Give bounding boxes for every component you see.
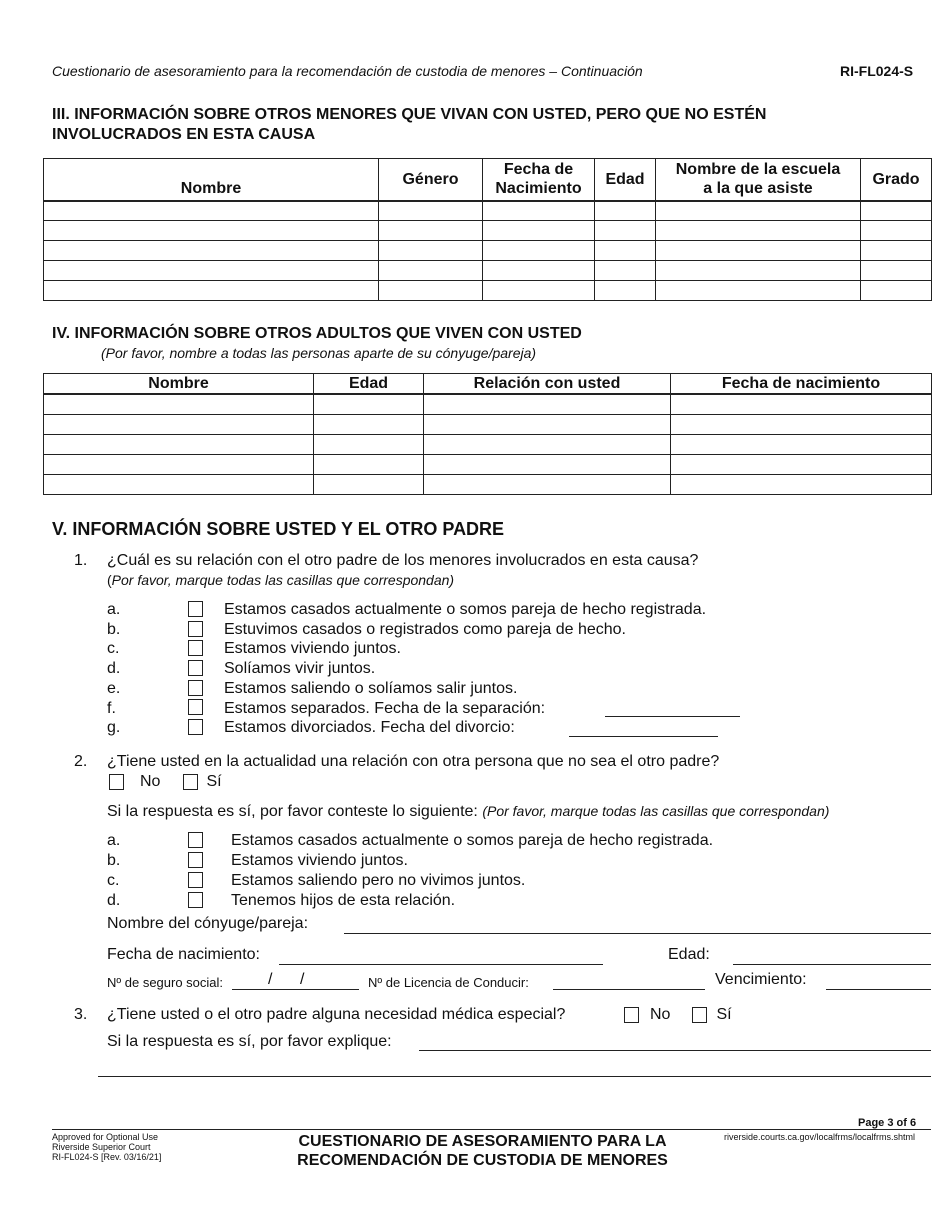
checkbox-married[interactable] (188, 601, 203, 617)
q2-letters: a. b. c. d. (107, 832, 121, 909)
expiration-field[interactable] (826, 989, 931, 990)
table-row (44, 281, 932, 301)
q3-explain-label: Si la respuesta es sí, por favor explique: (107, 1033, 392, 1050)
q1-letters: a. b. c. d. e. f. g. (107, 601, 121, 737)
footer-url[interactable]: riverside.courts.ca.gov/localfrms/localfrms.shtml (724, 1132, 916, 1142)
col-genero: Género (379, 159, 483, 201)
col-fecha: Fecha de Nacimiento (483, 159, 595, 201)
list-item: Estuvimos casados o registrados como pareja de hecho. (224, 620, 626, 638)
q3-yes-checkbox[interactable] (692, 1007, 707, 1023)
q1-checkboxes (188, 601, 203, 735)
list-item: Estamos separados. Fecha de la separación: (224, 699, 546, 717)
spouse-age-label: Edad: (668, 946, 710, 963)
q2-text: ¿Tiene usted en la actualidad una relación con otra persona que no sea el otro padre? (107, 753, 720, 770)
list-item: Solíamos vivir juntos. (224, 660, 376, 678)
col-nombre: Nombre (44, 159, 379, 201)
footer-title: CUESTIONARIO DE ASESORAMIENTO PARA LA RECOMENDACIÓN DE CUSTODIA DE MENORES (297, 1133, 668, 1169)
table-row (44, 201, 932, 221)
q1-text: ¿Cuál es su relación con el otro padre de los menores involucrados en esta causa? (107, 552, 699, 569)
q1-number: 1. (74, 552, 88, 569)
divorce-date-field[interactable] (569, 736, 718, 737)
q1-options (224, 600, 706, 738)
footer-divider (52, 1129, 931, 1130)
header-title: Cuestionario de asesoramiento para la recomendación de custodia de menores – Continuación (52, 63, 643, 79)
table-row (44, 221, 932, 241)
checkbox-used-to-live[interactable] (188, 660, 203, 676)
table-row (44, 434, 932, 454)
checkbox-divorced[interactable] (188, 719, 203, 735)
col-grado: Grado (861, 159, 932, 201)
ssn-sep-1: / (268, 971, 273, 988)
q3-explain-field-2[interactable] (98, 1076, 931, 1077)
checkbox-q2-married[interactable] (188, 832, 203, 848)
checkbox-dating[interactable] (188, 680, 203, 696)
spouse-dob-label: Fecha de nacimiento: (107, 946, 260, 963)
ssn-sep-2: / (300, 971, 305, 988)
spouse-dob-field[interactable] (279, 964, 603, 965)
license-field[interactable] (553, 989, 705, 990)
table-row (44, 394, 932, 414)
q2-checkboxes (188, 832, 203, 908)
q3-text: ¿Tiene usted o el otro padre alguna necesidad médica especial? (107, 1006, 566, 1023)
adults-table (43, 373, 932, 495)
col-adult-fecha: Fecha de nacimiento (671, 374, 932, 395)
q2-no-checkbox[interactable] (109, 774, 124, 790)
expiration-label: Vencimiento: (715, 971, 807, 988)
form-code: RI-FL024-S (840, 63, 914, 79)
list-item: Tenemos hijos de esta relación. (231, 892, 456, 909)
list-item: Estamos casados actualmente o somos pareja de hecho registrada. (224, 601, 707, 618)
footer-approved: Approved for Optional Use Riverside Superior Court RI-FL024-S [Rev. 03/16/21] (52, 1132, 162, 1162)
section-4-subtitle: (Por favor, nombre a todas las personas aparte de su cónyuge/pareja) (101, 345, 537, 361)
checkbox-q2-living[interactable] (188, 852, 203, 868)
q3-no-checkbox[interactable] (624, 1007, 639, 1023)
q2-followup: Si la respuesta es sí, por favor conteste lo siguiente: (Por favor, marque todas las casillas que correspondan) (107, 803, 830, 820)
table-row (44, 261, 932, 281)
col-adult-edad: Edad (314, 374, 424, 395)
q3-yes-no: No Sí (624, 1006, 732, 1024)
table-row (44, 414, 932, 434)
checkbox-q2-children[interactable] (188, 892, 203, 908)
col-escuela: Nombre de la escuela a la que asiste (656, 159, 861, 201)
checkbox-separated[interactable] (188, 699, 203, 715)
ssn-field[interactable] (232, 989, 359, 990)
list-item: Estamos viviendo juntos. (224, 640, 401, 658)
q2-options (231, 831, 713, 911)
section-5-title: V. INFORMACIÓN SOBRE USTED Y EL OTRO PADRE (52, 519, 505, 539)
checkbox-living-together[interactable] (188, 640, 203, 656)
page-number: Page 3 of 6 (858, 1117, 917, 1129)
separation-date-field[interactable] (605, 716, 740, 717)
ssn-label: Nº de seguro social: (107, 975, 224, 990)
q2-number: 2. (74, 753, 88, 770)
checkbox-were-married[interactable] (188, 621, 203, 637)
section-4-title: IV. INFORMACIÓN SOBRE OTROS ADULTOS QUE VIVEN CON USTED (52, 325, 582, 342)
list-item: Estamos viviendo juntos. (231, 852, 408, 869)
q1-note: (Por favor, marque todas las casillas que correspondan) (107, 572, 455, 588)
list-item: Estamos saliendo o solíamos salir juntos. (224, 679, 518, 697)
table-row (44, 474, 932, 494)
table-row (44, 241, 932, 261)
col-edad: Edad (595, 159, 656, 201)
list-item: Estamos saliendo pero no vivimos juntos. (231, 872, 526, 889)
license-label: Nº de Licencia de Conducir: (368, 975, 529, 990)
checkbox-q2-dating[interactable] (188, 872, 203, 888)
col-adult-nombre: Nombre (44, 374, 314, 395)
list-item: Estamos casados actualmente o somos pareja de hecho registrada. (231, 832, 714, 849)
spouse-name-label: Nombre del cónyuge/pareja: (107, 915, 309, 932)
q3-number: 3. (74, 1006, 88, 1023)
q3-explain-field[interactable] (419, 1050, 931, 1051)
table-row (44, 454, 932, 474)
section-3-title: III. INFORMACIÓN SOBRE OTROS MENORES QUE VIVAN CON USTED, PERO QUE NO ESTÉN INVOLUCRADOS EN ESTA CAUSA (52, 106, 767, 143)
q2-yes-checkbox[interactable] (183, 774, 198, 790)
spouse-name-field[interactable] (344, 933, 931, 934)
spouse-age-field[interactable] (733, 964, 931, 965)
col-adult-relacion: Relación con usted (424, 374, 671, 395)
list-item: Estamos divorciados. Fecha del divorcio: (224, 719, 515, 737)
q2-yes-no: No Sí (109, 773, 222, 791)
children-table (43, 158, 932, 301)
